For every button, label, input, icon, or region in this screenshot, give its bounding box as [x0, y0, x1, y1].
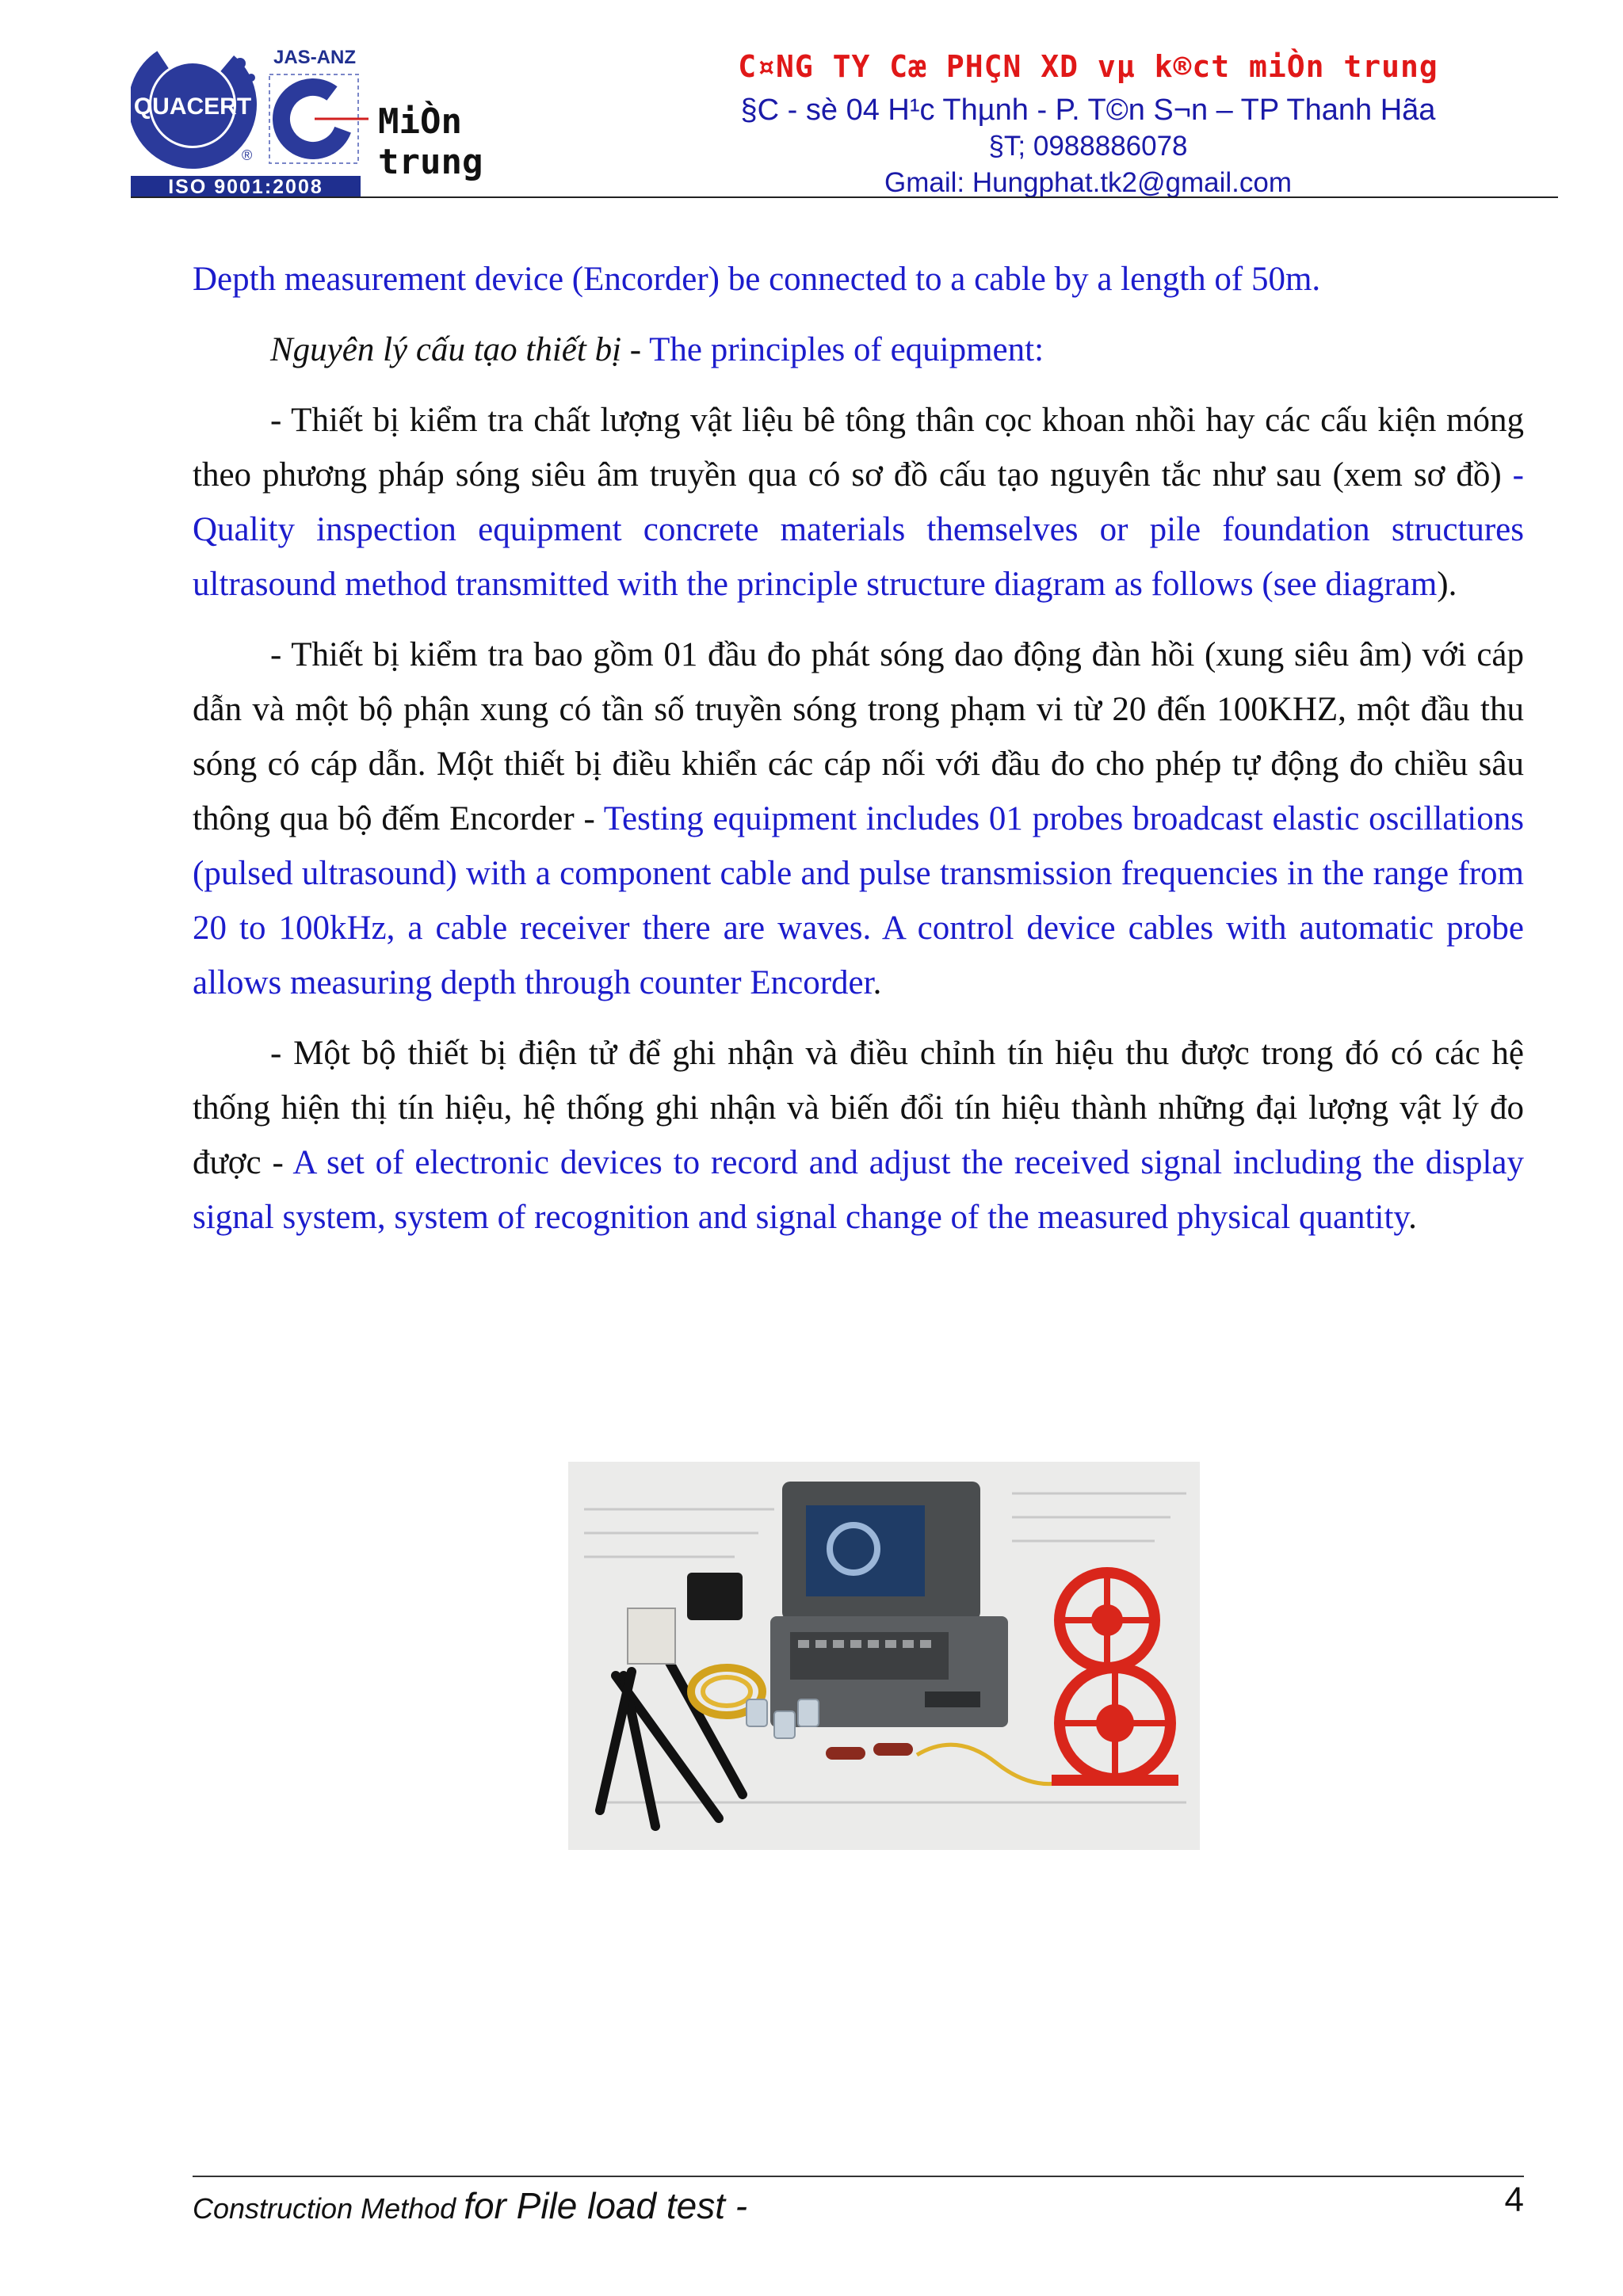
heading-en: The principles of equipment: [649, 331, 1044, 368]
paragraph-testing-equipment [193, 627, 1524, 1010]
svg-text:®: ® [242, 147, 253, 163]
paragraph-inspection-equipment [193, 393, 1524, 612]
company-email: Gmail: Hungphat.tk2@gmail.com [884, 167, 1293, 198]
ultrasonic-equipment-illustration [568, 1462, 1200, 1850]
paragraph-text-en: A set of electronic devices to record and adjust the received signal including the display signal system, system of recognition and signal change of the measured physical quantity [193, 1144, 1524, 1236]
equipment-photo [568, 1462, 1200, 1850]
footer-document-title [193, 2184, 747, 2227]
paragraph-end: ). [1437, 566, 1457, 603]
paragraph-principles-heading [193, 322, 1524, 377]
page-number: 4 [1504, 2180, 1524, 2219]
paragraph-text-vi: - Thiết bị kiểm tra chất lượng vật liệu bê tông thân cọc khoan nhồi hay các cấu kiện móng theo phương pháp sóng siêu âm truyền qua có sơ đồ cấu tạo nguyên tắc như sau (xem sơ đồ) [193, 402, 1524, 494]
quacert-logo-icon [131, 41, 392, 176]
footer-title-part-b: for Pile load test - [464, 2185, 748, 2226]
paragraph-text-vi: - Một bộ thiết bị điện tử để ghi nhận và điều chỉnh tín hiệu thu được trong đó có các hệ thống hiện thị tín hiệu, hệ thống ghi nhận và biến đổi tín hiệu thành những đại lượng vật lý đo được - [193, 1035, 1524, 1181]
company-address: §C - sè 04 H¹c Thµnh - P. T©n S¬n – TP Thanh Hãa [740, 93, 1436, 127]
footer-title-part-a: Construction Method [193, 2192, 464, 2225]
paragraph-end: . [1408, 1199, 1417, 1236]
heading-vi: Nguyên lý cấu tạo thiết bị [270, 331, 622, 368]
paragraph-text-en: - Quality inspection equipment concrete materials themselves or pile foundation structures ultrasound method transmitted with the principle structure diagram as follows (see diagram [193, 456, 1524, 603]
paragraph-text-en: Testing equipment includes 01 probes broadcast elastic oscillations (pulsed ultrasound) with a component cable and pulse transmission frequencies in the range from 20 to 100kHz, a cable receiver there are waves. A control device cables with automatic probe allows measuring depth through counter Encorder [193, 800, 1524, 1001]
paragraph-depth-device [193, 252, 1524, 307]
company-info [692, 49, 1484, 201]
heading-separator: - [621, 331, 650, 368]
svg-text:JAS-ANZ: JAS-ANZ [273, 47, 357, 68]
paragraph-text-vi: - Thiết bị kiểm tra bao gồm 01 đầu đo phát sóng dao động đàn hồi (xung siêu âm) với cáp dẫn và một bộ phận xung có tần số truyền sóng trong phạm vi từ 20 đến 100KHZ, một đầu thu sóng có cáp dẫn. Một thiết bị điều khiển các cáp nối với đầu đo cho phép tự động đo chiều sâu thông qua bộ đếm Encorder - [193, 636, 1524, 837]
company-name: C¤NG TY Cæ PHÇN XD vµ k®ct miÒn trung [738, 49, 1438, 84]
paragraph-end: . [873, 964, 882, 1001]
company-phone: §T; 0988886078 [988, 131, 1188, 162]
paragraph-electronic-devices [193, 1026, 1524, 1245]
iso-certification-badge: ISO 9001:2008 [131, 176, 361, 198]
company-logo [131, 41, 571, 200]
header-divider [131, 196, 1558, 198]
document-body [193, 252, 1524, 1261]
svg-text:QUACERT: QUACERT [133, 93, 252, 120]
paragraph-text-en: Depth measurement device (Encorder) be connected to a cable by a length of 50m. [193, 261, 1321, 298]
logo-region-text: MiÒn trung [378, 101, 483, 182]
footer-divider [193, 2176, 1524, 2177]
